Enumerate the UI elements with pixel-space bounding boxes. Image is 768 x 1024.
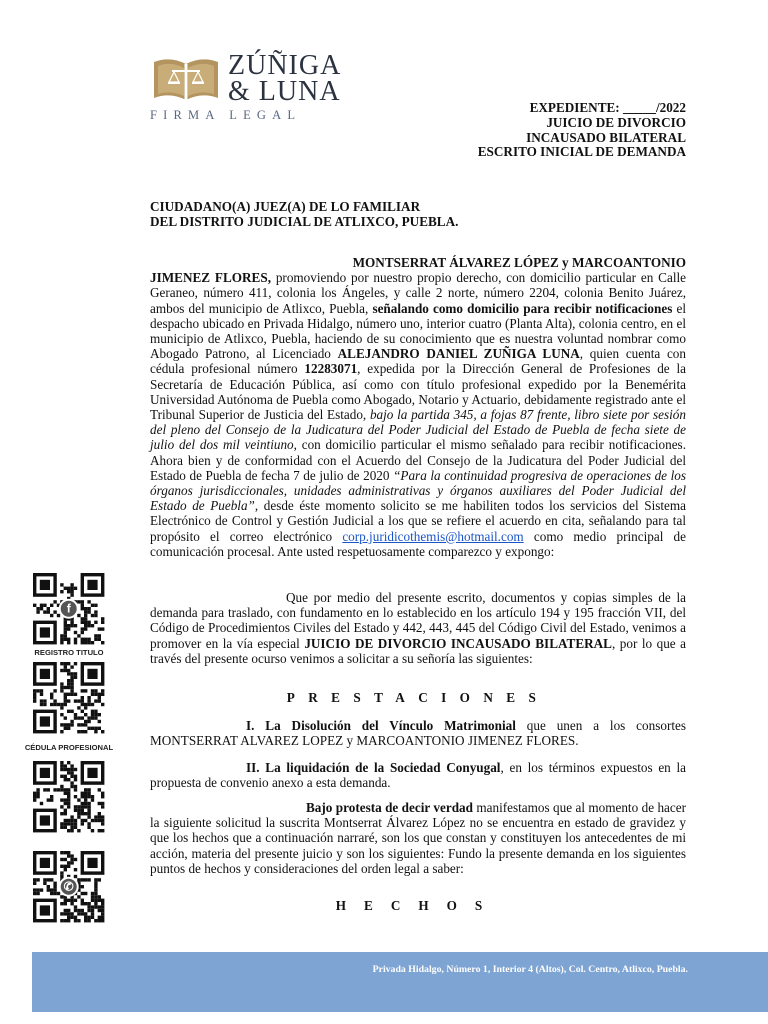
svg-text:✆: ✆ [63,879,74,894]
registro-titulo-qr-code[interactable] [24,661,114,735]
prestacion-1 [150,718,686,748]
grounds-text-1: Que por medio del presente escrito, documentos y copias simples de la demanda para traslado, con fundamento en lo establecido en los artículo 194 y 195 fracción VII, del Código de Procedimientos Civiles del Estado y 442, 443, 445 del Código Civil del Estado, venimos a promover en la vía especial [150,590,686,651]
plaintiff-name-rest: JIMENEZ FLORES, [150,270,271,286]
agreement-title-italic: “Para la continuidad progresiva de operaciones de los órganos jurisdiccionales, unidades administrativas y órganos auxiliares del Poder Judicial del Estado de Puebla” [150,467,687,514]
intro-text-3: , quien cuenta con cédula profesional número [150,346,686,377]
firm-logo [150,52,360,124]
cedula-profesional-label: CÉDULA PROFESIONAL [24,743,114,752]
case-number: EXPEDIENTE: _____/2022 [529,100,686,115]
svg-text:f: f [66,601,71,616]
protesta-text: manifestamos que al momento de hacer la siguiente solicitud la suscrita Montserrat Álvarez López no se encuentra en estado de gravidez y que los hechos que a continuación narraré, son los que constan y constituyen los antecedentes de mi acción, materia del presente juicio y son los siguientes: Fundo la presente demanda en los siguientes puntos de hechos y consideraciones del orden legal a saber: [150,800,686,876]
prestacion-1-text: que unen a los consortes MONTSERRAT ALVAREZ LOPEZ y MARCOANTONIO JIMENEZ FLORES. [150,718,686,749]
footer-address: Privada Hidalgo, Número 1, Interior 4 (Altos), Col. Centro, Atlixco, Puebla. [372,964,688,975]
grounds-paragraph [150,590,686,666]
email-link[interactable]: corp.juridicothemis@hotmail.com [342,528,524,544]
footer-bar [32,952,768,1012]
prestacion-2-text: , en los términos expuestos en la propuesta de convenio anexo a esta demanda. [150,760,686,791]
cedula-profesional-qr-code[interactable] [24,760,114,834]
prestacion-2-title: II. La liquidación de la Sociedad Conyugal [246,760,501,775]
license-number: 12283071 [304,361,358,377]
protesta-paragraph [150,800,686,876]
intro-text-7: como medio principal de comunicación procesal. Ante usted respetuosamente comparezco y expongo: [150,528,686,559]
addressee [150,199,458,229]
intro-text-5: , con domicilio particular el mismo señalado para recibir notificaciones. Ahora bien y de conformidad con el Acuerdo del Consejo de la Judicatura del Poder Judicial del Estado de Puebla de fecha 7 de julio de 2020 [150,437,686,483]
intro-bold-notifications: señalando como domicilio para recibir notificaciones [372,300,673,316]
lawyer-name: ALEJANDRO DANIEL ZUÑIGA LUNA [337,346,580,362]
protesta-title: Bajo protesta de decir verdad [306,800,473,815]
whatsapp-qr-code[interactable] [24,850,114,924]
addressee-line1: CIUDADANO(A) JUEZ(A) DE LO FAMILIAR [150,199,421,214]
trial-type: JUICIO DE DIVORCIO INCAUSADO BILATERAL [304,635,612,651]
case-header [478,101,686,160]
intro-paragraph [150,255,686,559]
plaintiffs-names: MONTSERRAT ÁLVAREZ LÓPEZ y MARCOANTONIO [352,255,686,270]
prestaciones-heading: PRESTACIONES [286,690,550,705]
document-type: ESCRITO INICIAL DE DEMANDA [477,144,686,160]
firm-name-line1: ZÚÑIGA [228,50,342,81]
intro-text-6: , desde éste momento solicito se me habiliten todos los servicios del Sistema Electrónico de Control y Gestión Judicial a los que se refiere el acuerdo en cita, señalando para tal propósito el correo electrónico [150,498,686,544]
registro-titulo-label: REGISTRO TITULO [34,648,104,657]
case-type-2: INCAUSADO BILATERAL [526,129,686,145]
firm-tagline: FIRMA LEGAL [150,108,302,122]
intro-text-4: , expedida por la Dirección General de Profesiones de la Secretaría de Educación Pública, así como con título profesional expedido por la Benemérita Universidad Autónoma de Puebla como Abogado, Notario y Actuario, debidamente registrado ante el Tribunal Superior de Justicia del Estado, [150,361,686,423]
grounds-text-2: , por lo que a través del presente ocurso venimos a solicitar a su señoría las siguientes: [150,635,686,666]
addressee-line2: DEL DISTRITO JUDICIAL DE ATLIXCO, PUEBLA. [150,214,459,229]
facebook-qr-code[interactable] [24,572,114,646]
firm-name-line2: & LUNA [228,76,341,107]
intro-text-2: el despacho ubicado en Privada Hidalgo, número uno, interior cuatro (Planta Alta), colonia centro, en el municipio de Atlixco, Puebla, haciendo de su conocimiento que es nuestra voluntad nombrar como Abogado Patrono, al Licenciado [150,300,686,362]
intro-text-1: promoviendo por nuestro propio derecho, con domicilio particular en Calle Geraneo, número 411, colonia los Ángeles, y calle 2 norte, número 2204, colonia Benito Juárez, ambos del municipio de Atlixco, Puebla, [150,270,686,316]
registry-italic: bajo la partida 345, a fojas 87 frente, libro siete por sesión del pleno del Consejo de la Judicatura del Poder Judicial del Estado de Puebla de fecha siete de julio del dos mil veintiuno [150,407,686,453]
book-scales-icon [150,52,222,104]
hechos-heading: HECHOS [335,898,501,913]
prestacion-1-title: I. La Disolución del Vínculo Matrimonial [246,718,516,733]
prestacion-2 [150,760,686,790]
case-type-1: JUICIO DE DIVORCIO [546,114,686,130]
